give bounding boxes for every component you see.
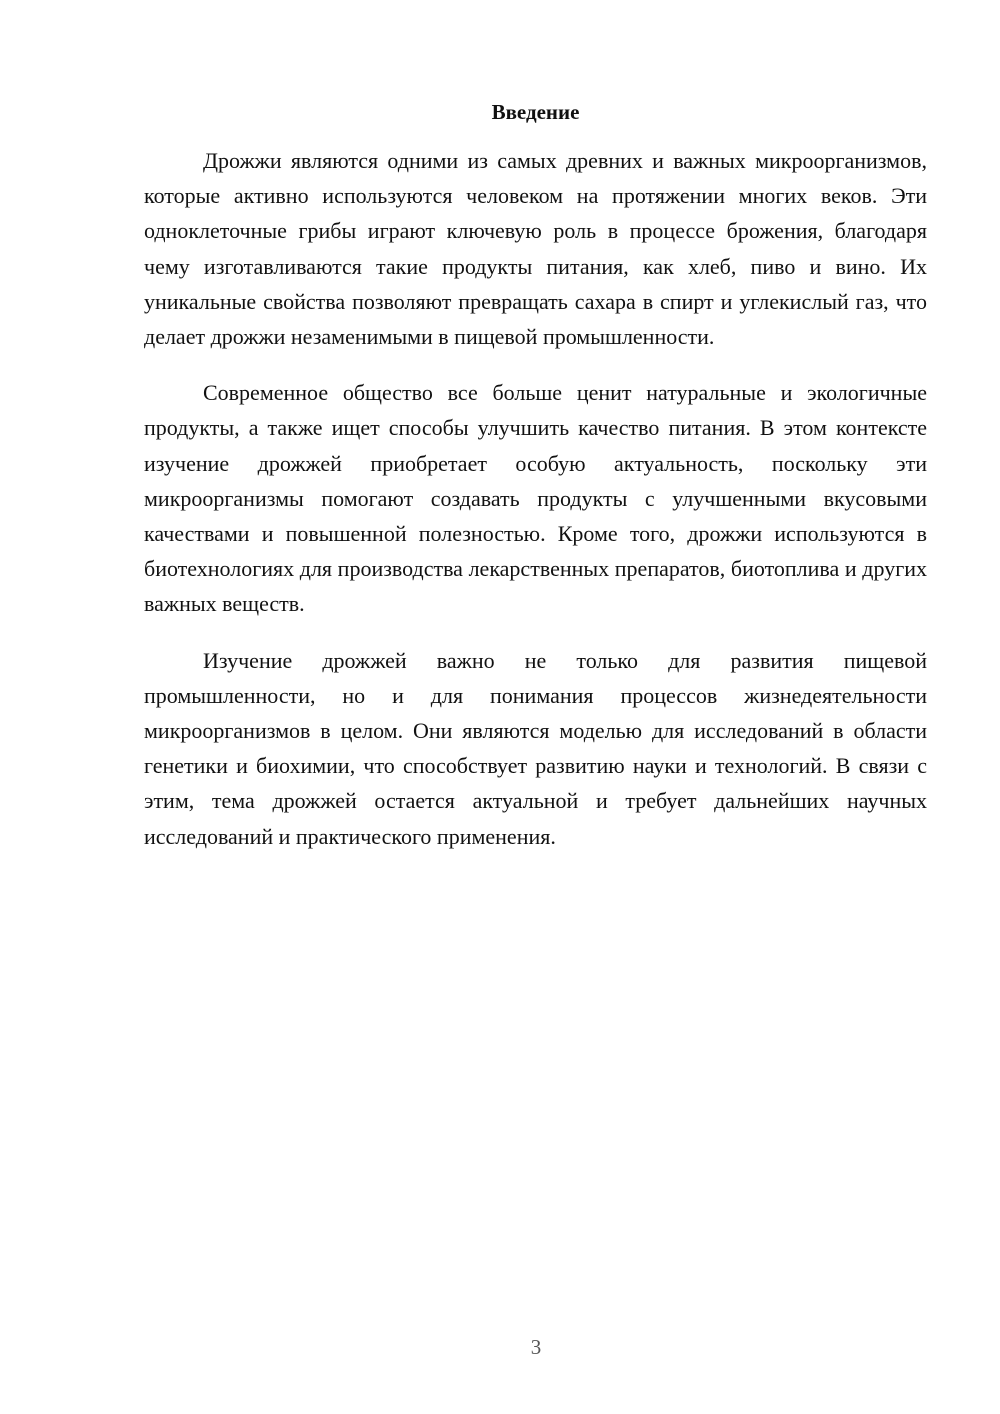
- paragraph-1: Дрожжи являются одними из самых древних и важных микроорганизмов, которые активно используются человеком на протяжении многих веков. Эти одноклеточные грибы играют ключевую роль в процессе брожения, благодаря чему изготавливаются такие продукты питания, как хлеб, пиво и вино. Их уникальные свойства позволяют превращать сахара в спирт и углекислый газ, что делает дрожжи незаменимыми в пищевой промышленности.: [144, 148, 927, 350]
- body-text: [144, 143, 927, 875]
- paragraph-3: Изучение дрожжей важно не только для развития пищевой промышленности, но и для понимания процессов жизнедеятельности микроорганизмов в целом. Они являются моделью для исследований в области генетики и биохимии, что способствует развитию науки и технологий. В связи с этим, тема дрожжей остается актуальной и требует дальнейших научных исследований и практического применения.: [144, 647, 927, 849]
- section-heading: Введение: [491, 100, 580, 124]
- page-number: 3: [530, 1335, 542, 1359]
- paragraph-2: Современное общество все больше ценит натуральные и экологичные продукты, а также ищет способы улучшить качество питания. В этом контексте изучение дрожжей приобретает особую актуальность, поскольку эти микроорганизмы помогают создавать продукты с улучшенными вкусовыми качествами и повышенной полезностью. Кроме того, дрожжи используются в биотехнологиях для производства лекарственных препаратов, биотоплива и других важных веществ.: [144, 380, 927, 617]
